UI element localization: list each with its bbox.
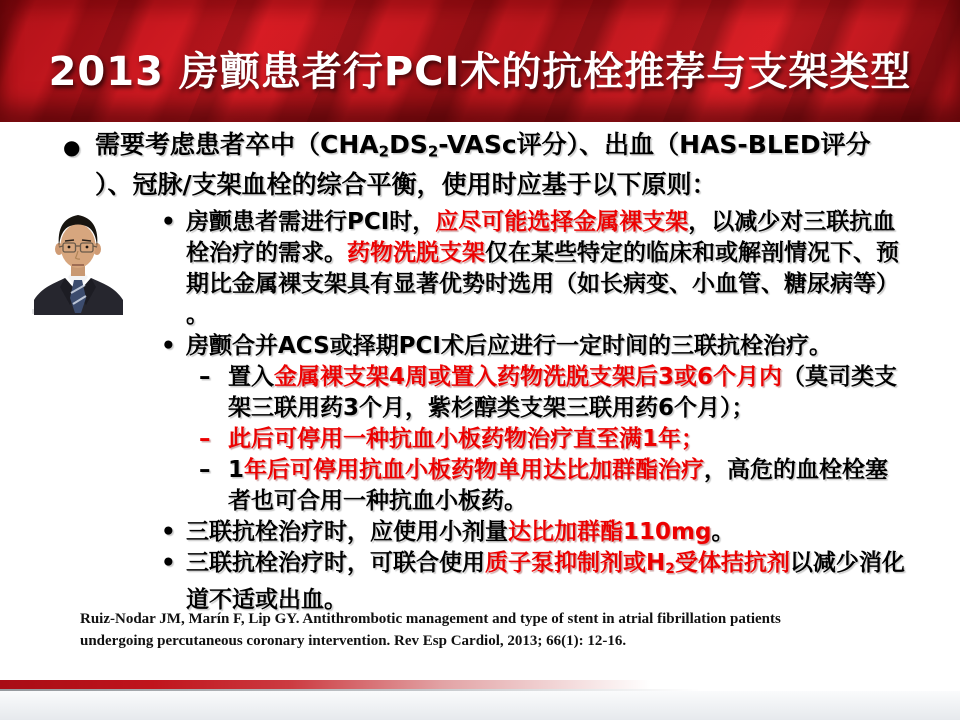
body-text: （莫司类支 xyxy=(782,364,898,391)
bullet-item xyxy=(0,548,960,616)
bullet-item xyxy=(0,128,960,202)
text-line xyxy=(228,455,960,486)
emphasis-red-text: 药物洗脱支架 xyxy=(347,240,485,267)
bullet-item xyxy=(0,362,960,424)
emphasis-red-text: 2 xyxy=(665,561,675,578)
body-text: 期比金属裸支架具有显著优势时选用（如长病变、小血管、糖尿病等） xyxy=(186,271,899,298)
body-text: 置入 xyxy=(228,364,274,391)
text-line xyxy=(228,486,960,517)
body-text: 2 xyxy=(427,142,439,161)
emphasis-red-text: 达比加群酯110mg xyxy=(508,519,712,546)
body-text: 需要考虑患者卒中（CHA xyxy=(95,130,379,159)
body-text: 房颤合并ACS或择期PCI术后应进行一定时间的三联抗栓治疗。 xyxy=(186,333,832,360)
text-line xyxy=(186,269,960,300)
emphasis-red-text: 此后可停用一种抗血小板药物治疗直至满1年； xyxy=(228,426,705,453)
citation-line-1: Ruiz-Nodar JM, Marín F, Lip GY. Antithrombotic management and type of stent in atrial fibrillation patients xyxy=(80,611,781,627)
emphasis-red-text: 年后可停用抗血小板药物单用达比加群酯治疗 xyxy=(244,457,705,484)
body-text: 者也可合用一种抗血小板药。 xyxy=(228,488,527,515)
bullet-marker-icon: • xyxy=(161,209,176,236)
emphasis-red-text: 质子泵抑制剂或H xyxy=(485,550,666,577)
body-text: 1 xyxy=(228,457,245,484)
footer-strip xyxy=(0,691,960,720)
footer-accent-bar xyxy=(0,680,692,689)
emphasis-red-text: 应尽可能选择金属裸支架 xyxy=(435,209,689,236)
text-line xyxy=(186,238,960,269)
body-text: 2 xyxy=(378,142,390,161)
body-text: 三联抗栓治疗时，应使用小剂量 xyxy=(186,519,508,546)
bullet-item xyxy=(0,455,960,517)
body-text: ，高危的血栓栓塞 xyxy=(704,457,889,484)
bullet-marker-icon: • xyxy=(161,333,176,360)
text-line xyxy=(228,424,960,455)
bullet-marker-icon: – xyxy=(199,364,211,391)
text-line xyxy=(228,362,960,393)
bullet-marker-icon: ● xyxy=(63,135,81,159)
body-text: ，以减少对三联抗血 xyxy=(688,209,896,236)
text-line xyxy=(95,128,960,168)
body-text: 。 xyxy=(711,519,735,546)
body-text: 栓治疗的需求。 xyxy=(186,240,347,267)
text-line xyxy=(95,168,960,202)
bullet-list xyxy=(0,128,960,616)
citation xyxy=(80,608,920,652)
body-text: 。 xyxy=(186,302,209,329)
emphasis-red-text: 受体拮抗剂 xyxy=(674,550,790,577)
bullet-marker-icon: – xyxy=(199,457,211,484)
body-text: DS xyxy=(389,130,428,159)
body-text: 三联抗栓治疗时，可联合使用 xyxy=(186,550,485,577)
body-text: ）、冠脉/支架血栓的综合平衡，使用时应基于以下原则： xyxy=(95,170,717,200)
bullet-item xyxy=(0,517,960,548)
body-text: 道不适或出血。 xyxy=(186,587,347,614)
title-banner xyxy=(0,0,960,122)
text-line xyxy=(228,393,960,424)
bullet-marker-icon: • xyxy=(161,550,176,577)
bullet-marker-icon: • xyxy=(161,519,176,546)
text-line xyxy=(186,548,960,585)
bullet-item xyxy=(0,331,960,362)
text-line xyxy=(186,517,960,548)
body-text: 仅在某些特定的临床和或解剖情况下、预 xyxy=(485,240,899,267)
slide-title: 2013 房颤患者行PCI术的抗栓推荐与支架类型 xyxy=(48,48,912,95)
body-text: 架三联用药3个月，紫杉醇类支架三联用药6个月）； xyxy=(228,395,755,422)
citation-line-2: undergoing percutaneous coronary intervention. Rev Esp Cardiol, 2013; 66(1): 12-16. xyxy=(80,633,627,649)
text-line xyxy=(186,207,960,238)
bullet-item xyxy=(0,207,960,331)
bullet-item xyxy=(0,424,960,455)
text-line xyxy=(186,331,960,362)
text-line xyxy=(186,300,960,331)
body-text: -VASc评分）、出血（HAS-BLED评分 xyxy=(438,130,871,159)
body-text: 房颤患者需进行PCI时， xyxy=(186,209,436,236)
emphasis-red-text: 金属裸支架4周或置入药物洗脱支架后3或6个月内 xyxy=(274,364,783,391)
bullet-marker-icon: – xyxy=(199,426,211,453)
body-text: 以减少消化 xyxy=(789,550,905,577)
